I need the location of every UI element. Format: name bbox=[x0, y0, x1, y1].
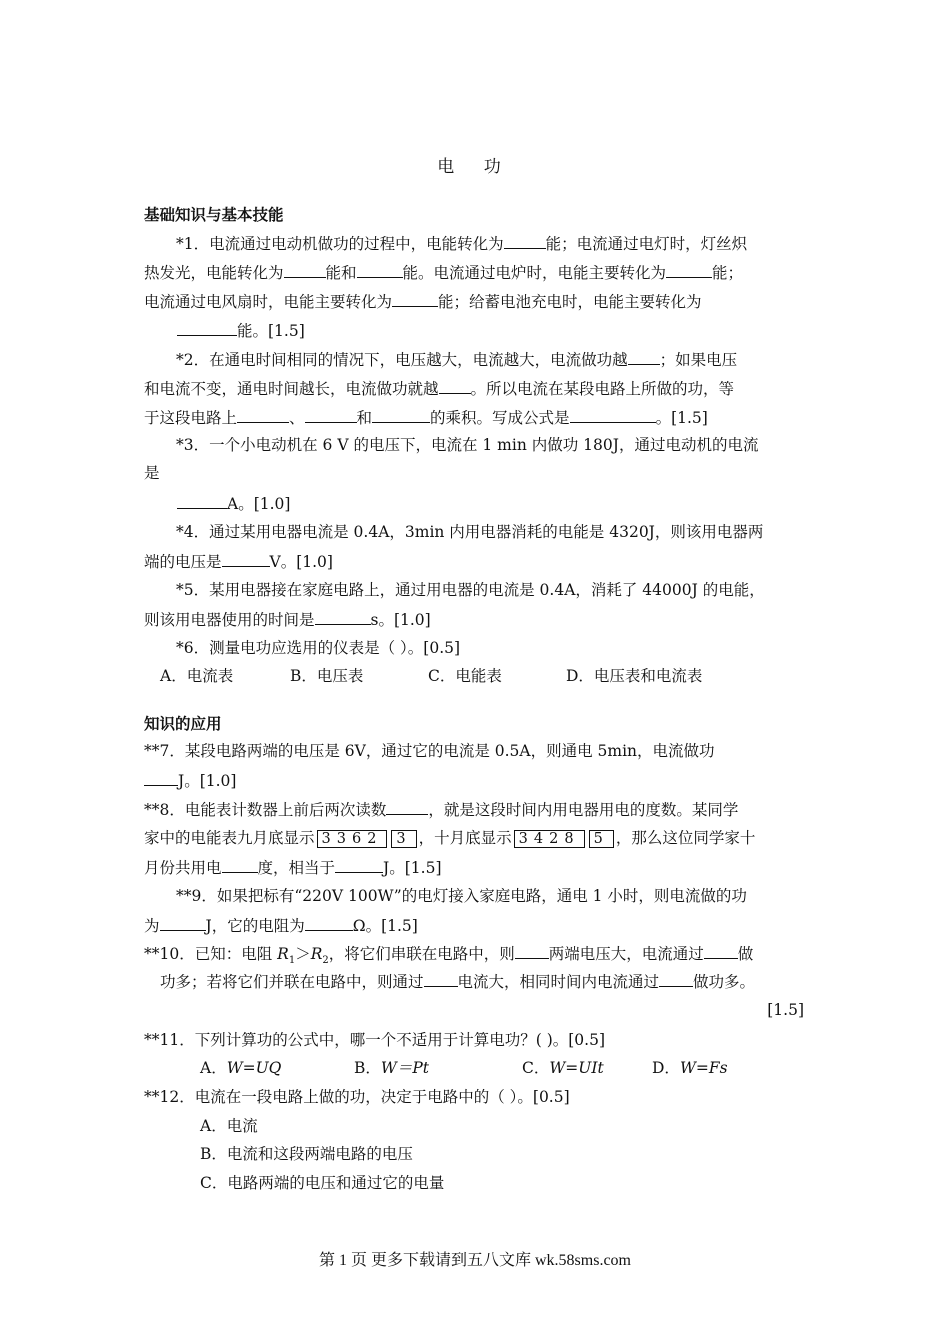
answer-blank[interactable] bbox=[237, 406, 289, 423]
q1-text: *1．电流通过电动机做功的过程中，电能转化为 bbox=[176, 235, 504, 253]
section-heading-basic: 基础知识与基本技能 bbox=[144, 206, 284, 224]
q2-text: 。[1.5] bbox=[655, 409, 708, 427]
q8-text: ，那么这位同学家十 bbox=[615, 829, 756, 847]
answer-blank[interactable] bbox=[659, 970, 693, 987]
answer-blank[interactable] bbox=[222, 856, 258, 873]
q1-text: 能；给蓄电池充电时，电能主要转化为 bbox=[438, 293, 702, 311]
q11-option-d[interactable] bbox=[652, 1057, 728, 1079]
answer-blank[interactable] bbox=[439, 377, 471, 394]
q10-score: [1.5] bbox=[767, 1001, 804, 1019]
q12-option-c[interactable]: C．电路两端的电压和通过它的电量 bbox=[200, 1174, 445, 1192]
answer-blank[interactable] bbox=[570, 406, 656, 423]
q6-option-d[interactable]: D．电压表和电流表 bbox=[566, 667, 703, 685]
q6-option-c[interactable]: C．电能表 bbox=[428, 667, 502, 685]
q10-text: 两端电压大，电流通过 bbox=[548, 945, 704, 963]
subscript: 2 bbox=[322, 955, 329, 967]
q1-text: 能； bbox=[712, 264, 744, 282]
page-footer: 第 1 页 更多下载请到五八文库 wk.58sms.com bbox=[318, 1252, 631, 1269]
q1-text: 电流通过电风扇时，电能主要转化为 bbox=[144, 293, 393, 311]
q4-text: 端的电压是 bbox=[144, 553, 222, 571]
q9-text: Ω。[1.5] bbox=[352, 917, 418, 935]
q11-option-c[interactable] bbox=[522, 1057, 604, 1079]
answer-blank[interactable] bbox=[315, 608, 371, 625]
q8-text: **8．电能表计数器上前后两次读数 bbox=[144, 801, 387, 819]
q6-option-a[interactable]: A．电流表 bbox=[160, 667, 234, 685]
q11-option-a[interactable] bbox=[200, 1057, 281, 1079]
meter-reading-decimal-sept: 3 bbox=[391, 830, 416, 848]
q10-line-2 bbox=[160, 970, 755, 993]
answer-blank[interactable] bbox=[160, 914, 206, 931]
q1-text: 能。[1.5] bbox=[237, 322, 305, 340]
q3-line-3 bbox=[177, 492, 290, 515]
q4-line-2 bbox=[144, 550, 333, 573]
answer-blank[interactable] bbox=[704, 942, 738, 959]
q2-line-1 bbox=[176, 348, 737, 371]
meter-reading-decimal-oct: 5 bbox=[589, 830, 614, 848]
q1-line-2 bbox=[144, 261, 743, 284]
answer-blank[interactable] bbox=[144, 769, 178, 786]
section-heading-apply: 知识的应用 bbox=[144, 715, 222, 733]
q5-line-2 bbox=[144, 608, 431, 631]
answer-blank[interactable] bbox=[177, 319, 237, 336]
formula: W=UQ bbox=[226, 1059, 282, 1077]
q7-line-1: **7．某段电路两端的电压是 6V，通过它的电流是 0.5A，则通电 5min，电流做功 bbox=[144, 742, 715, 760]
q3-line-2: 是 bbox=[144, 464, 160, 482]
q9-line-2 bbox=[144, 914, 418, 937]
q2-text: 。所以电流在某段电路上所做的功，等 bbox=[470, 380, 735, 398]
q12-option-b[interactable]: B．电流和这段两端电路的电压 bbox=[200, 1145, 413, 1163]
answer-blank[interactable] bbox=[177, 492, 227, 509]
answer-blank[interactable] bbox=[504, 232, 546, 249]
page-title: 电 功 bbox=[437, 157, 513, 177]
q2-line-3 bbox=[144, 406, 708, 429]
q2-text: 和 bbox=[356, 409, 373, 427]
answer-blank[interactable] bbox=[305, 914, 353, 931]
answer-blank[interactable] bbox=[335, 856, 383, 873]
q6-option-b[interactable]: B．电压表 bbox=[290, 667, 364, 685]
option-label: C． bbox=[522, 1059, 550, 1077]
formula: W＝Pt bbox=[380, 1059, 429, 1077]
q10-text: ，将它们串联在电路中，则 bbox=[328, 945, 515, 963]
q2-text: ；如果电压 bbox=[659, 351, 738, 369]
q8-text: ，十月底显示 bbox=[418, 829, 512, 847]
q2-line-2 bbox=[144, 377, 734, 400]
answer-blank[interactable] bbox=[357, 261, 403, 278]
answer-blank[interactable] bbox=[372, 406, 430, 423]
q10-text: 功多；若将它们并联在电路中，则通过 bbox=[160, 973, 424, 991]
q10-text: 做 bbox=[737, 945, 754, 963]
q12-option-a[interactable]: A．电流 bbox=[200, 1117, 258, 1135]
q1-text: 能。电流通过电炉时，电能主要转化为 bbox=[402, 264, 667, 282]
answer-blank[interactable] bbox=[424, 970, 458, 987]
q4-line-1: *4．通过某用电器电流是 0.4A，3min 内用电器消耗的电能是 4320J，则该用电器两 bbox=[176, 523, 764, 541]
q8-line-3 bbox=[144, 856, 442, 879]
q1-text: 能和 bbox=[325, 264, 357, 282]
q2-text: 的乘积。写成公式是 bbox=[430, 409, 570, 427]
q1-text: 热发光，电能转化为 bbox=[144, 264, 284, 282]
q1-line-3 bbox=[144, 290, 702, 313]
answer-blank[interactable] bbox=[515, 942, 549, 959]
q10-text: ＞ bbox=[295, 945, 311, 963]
answer-blank[interactable] bbox=[305, 406, 357, 423]
formula: W=Fs bbox=[679, 1059, 728, 1077]
option-label: D． bbox=[652, 1059, 680, 1077]
q8-text: J。[1.5] bbox=[383, 859, 442, 877]
resistor-symbol: R bbox=[310, 945, 323, 963]
q9-text: 为 bbox=[144, 917, 160, 935]
q8-text: 家中的电能表九月底显示 bbox=[144, 829, 315, 847]
option-label: A． bbox=[200, 1059, 227, 1077]
answer-blank[interactable] bbox=[628, 348, 660, 365]
q5-line-1: *5．某用电器接在家庭电路上，通过用电器的电流是 0.4A，消耗了 44000J 的电能， bbox=[176, 581, 765, 599]
q8-text: ，就是这段时间内用电器用电的度数。某同学 bbox=[428, 801, 739, 819]
q8-text: 月份共用电 bbox=[144, 859, 222, 877]
q9-text: J，它的电阻为 bbox=[205, 917, 305, 935]
q1-text: 能；电流通过电灯时，灯丝炽 bbox=[545, 235, 748, 253]
q8-line-1 bbox=[144, 798, 738, 821]
q2-text: *2．在通电时间相同的情况下，电压越大，电流越大，电流做功越 bbox=[176, 351, 628, 369]
q10-text: 电流大，相同时间内电流通过 bbox=[457, 973, 660, 991]
q1-line-4 bbox=[177, 319, 305, 342]
q3-line-1: *3．一个小电动机在 6 V 的电压下，电流在 1 min 内做功 180J，通过电动机的电流 bbox=[176, 436, 759, 454]
q10-text: **10．已知：电阻 bbox=[144, 945, 278, 963]
subscript: 1 bbox=[288, 955, 296, 967]
q5-text: 则该用电器使用的时间是 bbox=[144, 611, 315, 629]
q2-text: 、 bbox=[289, 409, 305, 427]
q5-text: s。[1.0] bbox=[370, 611, 431, 629]
q6-line-1: *6．测量电功应选用的仪表是（ ）。[0.5] bbox=[176, 639, 461, 657]
q2-text: 于这段电路上 bbox=[144, 409, 238, 427]
q8-line-2 bbox=[144, 827, 755, 849]
option-label: B． bbox=[354, 1059, 381, 1077]
answer-blank[interactable] bbox=[222, 550, 270, 567]
q3-text: A。[1.0] bbox=[227, 495, 291, 513]
resistor-symbol: R bbox=[277, 945, 289, 963]
q12-line-1: **12．电流在一段电路上做的功，决定于电路中的（ ）。[0.5] bbox=[144, 1088, 570, 1106]
q4-text: V。[1.0] bbox=[269, 553, 333, 571]
q7-text: J。[1.0] bbox=[178, 772, 237, 790]
formula: W=UIt bbox=[549, 1059, 604, 1077]
answer-blank[interactable] bbox=[284, 261, 326, 278]
q10-text: 做功多。 bbox=[693, 973, 756, 991]
q11-line-1: **11．下列计算功的公式中，哪一个不适用于计算电功？( )。[0.5] bbox=[144, 1031, 605, 1049]
answer-blank[interactable] bbox=[666, 261, 712, 278]
q1-line-1 bbox=[176, 232, 747, 255]
q11-option-b[interactable] bbox=[354, 1057, 429, 1079]
q10-line-1 bbox=[144, 942, 753, 972]
answer-blank[interactable] bbox=[392, 290, 438, 307]
q9-line-1: **9．如果把标有“220V 100W”的电灯接入家庭电路，通电 1 小时，则电流做的功 bbox=[176, 887, 747, 905]
q8-text: 度，相当于 bbox=[257, 859, 336, 877]
answer-blank[interactable] bbox=[386, 798, 428, 815]
meter-reading-integer-sept: 3362 bbox=[317, 830, 388, 848]
q2-text: 和电流不变，通电时间越长，电流做功就越 bbox=[144, 380, 439, 398]
q7-line-2 bbox=[144, 769, 236, 792]
meter-reading-integer-oct: 3428 bbox=[514, 830, 585, 848]
